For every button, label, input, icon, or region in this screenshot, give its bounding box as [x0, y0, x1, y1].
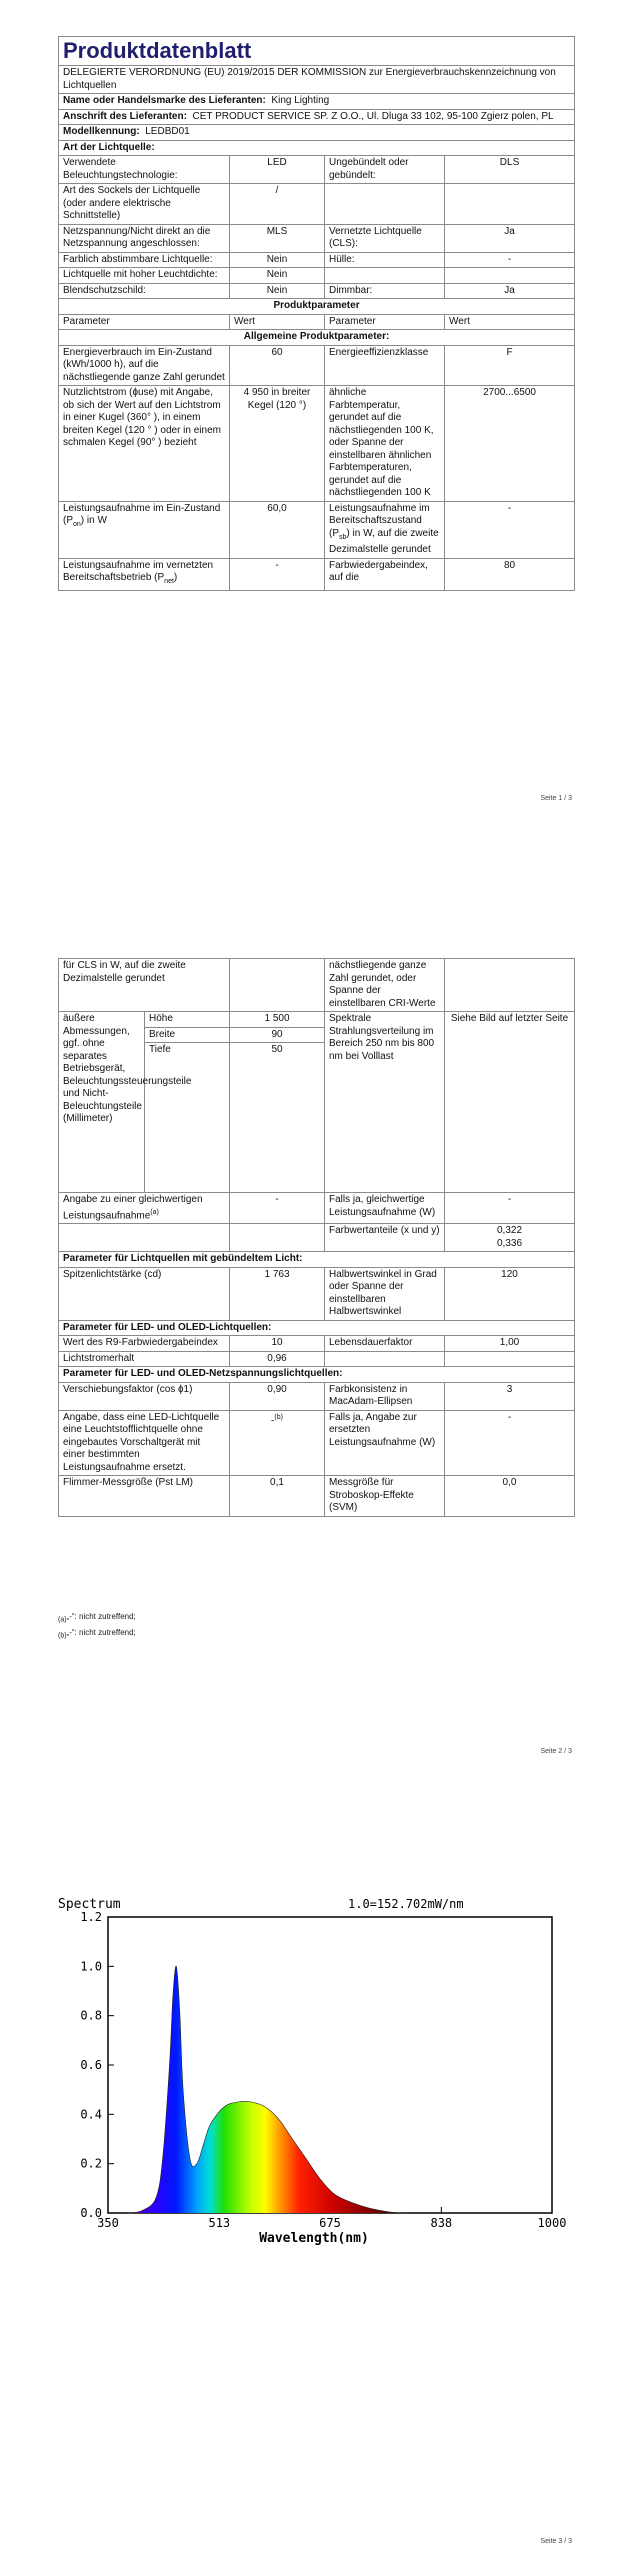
x-tick-label: 838: [430, 2216, 453, 2230]
equiv-label: [59, 1193, 230, 1224]
param-label: Hülle:: [325, 252, 445, 268]
replace-power-value: -: [445, 1410, 575, 1476]
param-label: Blendschutzschild:: [59, 283, 230, 299]
param-value: F: [445, 345, 575, 386]
standby-label: [325, 501, 445, 558]
directional-heading: Parameter für Lichtquellen mit gebündeltem Licht:: [59, 1252, 575, 1268]
table-row: [59, 1012, 575, 1028]
empty-cell: [230, 1224, 325, 1252]
lumen-maintenance-label: Lichtstromerhalt: [59, 1351, 230, 1367]
supplier-name-label: Name oder Handelsmarke des Lieferanten:: [63, 95, 266, 106]
dimension-name: Tiefe: [145, 1043, 230, 1193]
chart-title: Spectrum: [58, 1897, 121, 1912]
r9-label: Wert des R9-Farbwiedergabeindex: [59, 1336, 230, 1352]
replace-sup: (b): [274, 1413, 283, 1421]
light-source-type-heading: Art der Lichtquelle:: [59, 140, 575, 156]
param-label: [325, 184, 445, 225]
footnote-b-text: „-“: nicht zutreffend;: [66, 1628, 136, 1637]
lumen-maintenance-value: 0,96: [230, 1351, 325, 1367]
dimensions-label: äußere Abmessungen, ggf. ohne separates Betriebsgerät, Beleuchtungssteuerungsteile und Nicht-Beleuchtungsteile (Millimeter): [59, 1012, 145, 1193]
flicker-label: Flimmer-Messgröße (Pst LM): [59, 1476, 230, 1517]
regulation-text: DELEGIERTE VERORDNUNG (EU) 2019/2015 DER KOMMISSION zur Energieverbrauchskennzeichnung von Lichtquellen: [59, 66, 575, 94]
chart-annotation: 1.0=152.702mW/nm: [348, 1897, 464, 1911]
param-header-row: [59, 314, 575, 330]
y-tick-label: 1.2: [80, 1910, 102, 1924]
survival-value: 1,00: [445, 1336, 575, 1352]
power-on-label-text: Leistungsaufnahme im Ein-Zustand (P: [63, 502, 221, 526]
param-value: [445, 268, 575, 284]
supplier-address-label: Anschrift des Lieferanten:: [63, 110, 187, 122]
chroma-y: 0,336: [496, 1237, 523, 1249]
replace-value-cell: [230, 1410, 325, 1476]
column-header: Wert: [230, 314, 325, 330]
param-value: Ja: [445, 224, 575, 252]
model-row: [59, 125, 575, 141]
empty-cell: [445, 959, 575, 1012]
supplier-name-row: [59, 94, 575, 110]
cri-label: Farbwiedergabeindex, auf die: [325, 558, 445, 590]
column-header: Parameter: [325, 314, 445, 330]
supplier-address-row: [59, 109, 575, 125]
color-consistency-label: Farbkonsistenz in MacAdam-Ellipsen: [325, 1382, 445, 1410]
param-label: Lichtquelle mit hoher Leuchtdichte:: [59, 268, 230, 284]
standby-sub: sb: [339, 533, 347, 541]
param-value: 4 950 in breiter Kegel (120 °): [230, 386, 325, 502]
page-number: Seite 2 / 3: [540, 1748, 572, 1755]
table-row: [59, 1224, 575, 1252]
param-label: [325, 268, 445, 284]
continued-label: nächstliegende ganze Zahl gerundet, oder Spanne der einstellbaren CRI-Werte: [325, 959, 445, 1012]
table-row: [59, 959, 575, 1012]
color-consistency-value: 3: [445, 1382, 575, 1410]
param-label: Art des Sockels der Lichtquelle (oder andere elektrische Schnittstelle): [59, 184, 230, 225]
strobo-value: 0,0: [445, 1476, 575, 1517]
param-value: Nein: [230, 268, 325, 284]
x-tick-label: 513: [208, 2216, 231, 2230]
equiv-sup: (a): [150, 1208, 159, 1216]
table-row: [59, 1336, 575, 1352]
dimension-value: 1 500: [230, 1012, 325, 1028]
param-value: Nein: [230, 283, 325, 299]
spectral-label: Spektrale Strahlungsverteilung im Bereich 250 nm bis 800 nm bei Volllast: [325, 1012, 445, 1193]
table-row: [59, 1351, 575, 1367]
table-row: [59, 345, 575, 386]
param-value: DLS: [445, 156, 575, 184]
y-tick-label: 0.4: [80, 2107, 102, 2122]
networked-standby-label: [59, 558, 230, 590]
datasheet-page1: [58, 36, 575, 591]
strobo-label: Messgröße für Stroboskop-Effekte (SVM): [325, 1476, 445, 1517]
peak-label: Spitzenlichtstärke (cd): [59, 1267, 230, 1320]
model-label: Modellkennung:: [63, 126, 140, 137]
y-axis: [80, 1910, 114, 2220]
table-row: [59, 224, 575, 252]
spectrum-area: [128, 1966, 401, 2213]
x-tick-label: 1000: [537, 2216, 567, 2230]
page-number: Seite 1 / 3: [540, 795, 572, 802]
param-value: Ja: [445, 283, 575, 299]
empty-cell: [325, 1351, 445, 1367]
chroma-values: [445, 1224, 575, 1252]
spectrum-chart: [58, 1895, 570, 2245]
column-header: Parameter: [59, 314, 230, 330]
networked-standby-label-text: Leistungsaufnahme im vernetzten Bereitschaftsbetrieb (P: [63, 559, 214, 583]
displacement-value: 0,90: [230, 1382, 325, 1410]
param-label: Nutzlichtstrom (ɸuse) mit Angabe, ob sich der Wert auf den Lichtstrom in einer Kugel (360° ), in einem breiten Kegel (120 ° ) oder in einem schmalen Kegel (90° ) bezieht: [59, 386, 230, 502]
param-value: -: [445, 252, 575, 268]
param-label: Verwendete Beleuchtungstechnologie:: [59, 156, 230, 184]
replace-label: Angabe, dass eine LED-Lichtquelle eine Leuchtstofflichtquelle ohne eingebautes Vorschaltgerät mit einer bestimmten Leistungsaufnahme ersetzt.: [59, 1410, 230, 1476]
power-on-sub: on: [73, 521, 81, 528]
table-row: [59, 501, 575, 558]
supplier-name: King Lighting: [271, 95, 330, 106]
table-row: [59, 184, 575, 225]
equiv-power-label: Falls ja, gleichwertige Leistungsaufnahme (W): [325, 1193, 445, 1224]
footnote-b-mark: (b): [58, 1632, 67, 1640]
param-value: 60: [230, 345, 325, 386]
chroma-x: 0,322: [496, 1225, 523, 1237]
table-row: [59, 156, 575, 184]
table-row: [59, 252, 575, 268]
table-row: [59, 1382, 575, 1410]
page-title: Produktdatenblatt: [59, 37, 575, 66]
param-value: LED: [230, 156, 325, 184]
x-tick-label: 675: [319, 2216, 341, 2230]
networked-standby-suffix: ): [173, 572, 178, 583]
table-row: [59, 386, 575, 502]
param-label: Farblich abstimmbare Lichtquelle:: [59, 252, 230, 268]
footnote-a: [58, 1612, 136, 1624]
standby-label-text: Leistungsaufnahme im Bereitschaftszustand (P: [329, 502, 430, 539]
networked-standby-value: -: [230, 558, 325, 590]
empty-cell: [445, 1351, 575, 1367]
table-row: [59, 1476, 575, 1517]
replace-power-label: Falls ja, Angabe zur ersetzten Leistungsaufnahme (W): [325, 1410, 445, 1476]
footnote-b: [58, 1628, 136, 1640]
y-tick-label: 0.8: [80, 2008, 102, 2023]
allgemeine-heading: Allgemeine Produktparameter:: [59, 330, 575, 346]
displacement-label: Verschiebungsfaktor (cos ɸ1): [59, 1382, 230, 1410]
standby-suffix: ) in W, auf die zweite Dezimalstelle gerundet: [329, 527, 439, 555]
survival-label: Lebensdauerfaktor: [325, 1336, 445, 1352]
param-label: Energieverbrauch im Ein-Zustand (kWh/1000 h), auf die nächstliegende ganze Zahl gerundet: [59, 345, 230, 386]
y-tick-label: 1.0: [80, 1959, 102, 1974]
led-heading: Parameter für LED- und OLED-Lichtquellen:: [59, 1320, 575, 1336]
power-on-label: [59, 501, 230, 558]
x-tick-label: 350: [97, 2216, 119, 2230]
equiv-label-text: Angabe zu einer gleichwertigen Leistungsaufnahme: [63, 1194, 203, 1221]
empty-cell: [230, 959, 325, 1012]
dimension-value: 90: [230, 1027, 325, 1043]
datasheet-page2: [58, 958, 575, 1517]
table-row: [59, 558, 575, 590]
footnote-a-text: „-“: nicht zutreffend;: [66, 1612, 136, 1621]
footnote-a-mark: (a): [58, 1616, 67, 1624]
equiv-value: -: [230, 1193, 325, 1224]
param-value: MLS: [230, 224, 325, 252]
table-row: [59, 1267, 575, 1320]
power-on-suffix: ) in W: [80, 515, 107, 526]
param-value: /: [230, 184, 325, 225]
page-number: Seite 3 / 3: [540, 2538, 572, 2545]
param-label: Netzspannung/Nicht direkt an die Netzspannung angeschlossen:: [59, 224, 230, 252]
param-value: [445, 184, 575, 225]
replace-value: -: [271, 1415, 275, 1427]
y-tick-label: 0.0: [80, 2206, 102, 2220]
flicker-value: 0,1: [230, 1476, 325, 1517]
y-tick-label: 0.6: [80, 2058, 102, 2072]
mains-heading: Parameter für LED- und OLED-Netzspannungslichtquellen:: [59, 1367, 575, 1383]
supplier-address: CET PRODUCT SERVICE SP. Z O.O., Ul. Dluga 33 102, 95-100 Zgierz polen, PL: [192, 110, 554, 122]
beam-value: 120: [445, 1267, 575, 1320]
empty-cell: [59, 1224, 230, 1252]
table-row: [59, 1410, 575, 1476]
standby-value: -: [445, 501, 575, 558]
x-axis-label: Wavelength(nm): [259, 2231, 369, 2245]
param-label: Energieeffizienzklasse: [325, 345, 445, 386]
param-label: Vernetzte Lichtquelle (CLS):: [325, 224, 445, 252]
param-label: Dimmbar:: [325, 283, 445, 299]
beam-label: Halbwertswinkel in Grad oder Spanne der einstellbaren Halbwertswinkel: [325, 1267, 445, 1320]
param-value: 2700...6500: [445, 386, 575, 502]
table-row: [59, 268, 575, 284]
r9-value: 10: [230, 1336, 325, 1352]
model-id: LEDBD01: [145, 126, 190, 137]
param-label: Ungebündelt oder gebündelt:: [325, 156, 445, 184]
column-header: Wert: [445, 314, 575, 330]
chroma-label: Farbwertanteile (x und y): [325, 1224, 445, 1252]
param-value: Nein: [230, 252, 325, 268]
produktparameter-heading: Produktparameter: [59, 299, 575, 315]
dimension-name: Höhe: [145, 1012, 230, 1028]
table-row: [59, 283, 575, 299]
peak-value: 1 763: [230, 1267, 325, 1320]
continued-label: für CLS in W, auf die zweite Dezimalstelle gerundet: [59, 959, 230, 1012]
dimension-name: Breite: [145, 1027, 230, 1043]
networked-standby-sub: net: [164, 578, 174, 585]
equiv-power-value: -: [445, 1193, 575, 1224]
cri-value: 80: [445, 558, 575, 590]
param-label: ähnliche Farbtemperatur, gerundet auf die nächstliegenden 100 K, oder Spanne der einstellbaren ähnlichen Farbtemperaturen, gerundet auf die nächstliegenden 100 K: [325, 386, 445, 502]
y-tick-label: 0.2: [80, 2156, 102, 2171]
power-on-value: 60,0: [230, 501, 325, 558]
spectral-value: Siehe Bild auf letzter Seite: [445, 1012, 575, 1193]
dimension-value: 50: [230, 1043, 325, 1193]
table-row: [59, 1193, 575, 1224]
